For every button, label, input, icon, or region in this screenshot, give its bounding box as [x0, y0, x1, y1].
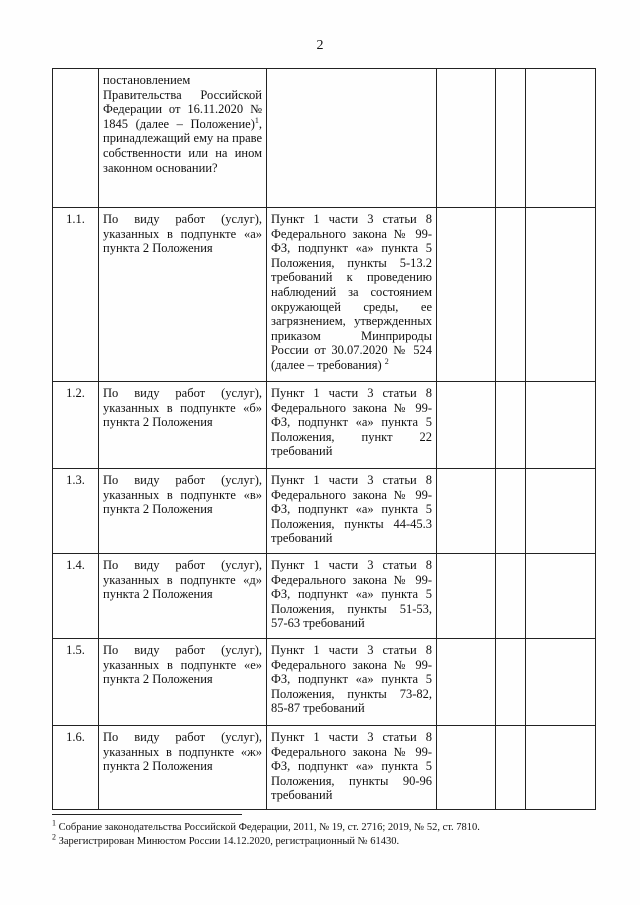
question-text: По виду работ (услуг), указанных в подпункте «ж» пункта 2 Положения — [99, 726, 267, 810]
answer-cell-note[interactable] — [526, 469, 596, 554]
answer-cell-yes[interactable] — [437, 639, 496, 726]
legal-basis: Пункт 1 части 3 статьи 8 Федерального закона № 99-ФЗ, подпункт «а» пункта 5 Положения, пункты 5-13.2 требований к проведению наблюдений за состоянием окружающей среды, ее загрязнением, утвержденных приказом Минприроды России от 30.07.2020 № 524 (далее – требования) $^2$ — [267, 208, 437, 382]
answer-cell-note[interactable] — [526, 554, 596, 639]
footnote-divider — [52, 814, 242, 815]
row-number — [53, 69, 99, 208]
footnote: $^1$ Собрание законодательства Российской Федерации, 2011, № 19, ст. 2716; 2019, № 52, ст. 7810. — [52, 818, 480, 833]
answer-cell-no[interactable] — [496, 382, 526, 469]
answer-cell-note[interactable] — [526, 639, 596, 726]
answer-cell-no[interactable] — [496, 469, 526, 554]
question-text: По виду работ (услуг), указанных в подпункте «е» пункта 2 Положения — [99, 639, 267, 726]
table-row — [53, 726, 596, 810]
answer-cell-yes[interactable] — [437, 469, 496, 554]
legal-basis: Пункт 1 части 3 статьи 8 Федерального закона № 99-ФЗ, подпункт «а» пункта 5 Положения, пункты 51-53, 57-63 требований — [267, 554, 437, 639]
row-number: 1.1. — [53, 208, 99, 382]
legal-basis: Пункт 1 части 3 статьи 8 Федерального закона № 99-ФЗ, подпункт «а» пункта 5 Положения, пункт 22 требований — [267, 382, 437, 469]
answer-cell-no[interactable] — [496, 639, 526, 726]
question-text: По виду работ (услуг), указанных в подпункте «д» пункта 2 Положения — [99, 554, 267, 639]
legal-basis — [267, 69, 437, 208]
answer-cell-note[interactable] — [526, 382, 596, 469]
answer-cell-yes[interactable] — [437, 208, 496, 382]
answer-cell-no[interactable] — [496, 69, 526, 208]
table-row — [53, 639, 596, 726]
answer-cell-no[interactable] — [496, 208, 526, 382]
question-text: По виду работ (услуг), указанных в подпункте «в» пункта 2 Положения — [99, 469, 267, 554]
answer-cell-note[interactable] — [526, 69, 596, 208]
table-row — [53, 69, 596, 208]
question-text: По виду работ (услуг), указанных в подпункте «б» пункта 2 Положения — [99, 382, 267, 469]
checklist-table — [52, 68, 596, 810]
row-number: 1.4. — [53, 554, 99, 639]
answer-cell-note[interactable] — [526, 208, 596, 382]
answer-cell-no[interactable] — [496, 726, 526, 810]
legal-basis: Пункт 1 части 3 статьи 8 Федерального закона № 99-ФЗ, подпункт «а» пункта 5 Положения, пункты 73-82, 85-87 требований — [267, 639, 437, 726]
question-text: постановлением Правительства Российской Федерации от 16.11.2020 № 1845 (далее – Положение)$^1$, принадлежащий ему на праве собственности или на ином законном основании? — [99, 69, 267, 208]
footnote: $^2$ Зарегистрирован Минюстом России 14.12.2020, регистрационный № 61430. — [52, 832, 400, 847]
answer-cell-yes[interactable] — [437, 69, 496, 208]
page-number: 2 — [316, 38, 324, 53]
legal-basis: Пункт 1 части 3 статьи 8 Федерального закона № 99-ФЗ, подпункт «а» пункта 5 Положения, пункты 90-96 требований — [267, 726, 437, 810]
table-row — [53, 469, 596, 554]
row-number: 1.5. — [53, 639, 99, 726]
answer-cell-yes[interactable] — [437, 726, 496, 810]
question-text: По виду работ (услуг), указанных в подпункте «а» пункта 2 Положения — [99, 208, 267, 382]
row-number: 1.3. — [53, 469, 99, 554]
table-row — [53, 382, 596, 469]
row-number: 1.6. — [53, 726, 99, 810]
legal-basis: Пункт 1 части 3 статьи 8 Федерального закона № 99-ФЗ, подпункт «а» пункта 5 Положения, пункты 44-45.3 требований — [267, 469, 437, 554]
table-row — [53, 554, 596, 639]
answer-cell-yes[interactable] — [437, 554, 496, 639]
footnotes — [52, 818, 612, 849]
answer-cell-no[interactable] — [496, 554, 526, 639]
answer-cell-yes[interactable] — [437, 382, 496, 469]
table-row — [53, 208, 596, 382]
answer-cell-note[interactable] — [526, 726, 596, 810]
row-number: 1.2. — [53, 382, 99, 469]
